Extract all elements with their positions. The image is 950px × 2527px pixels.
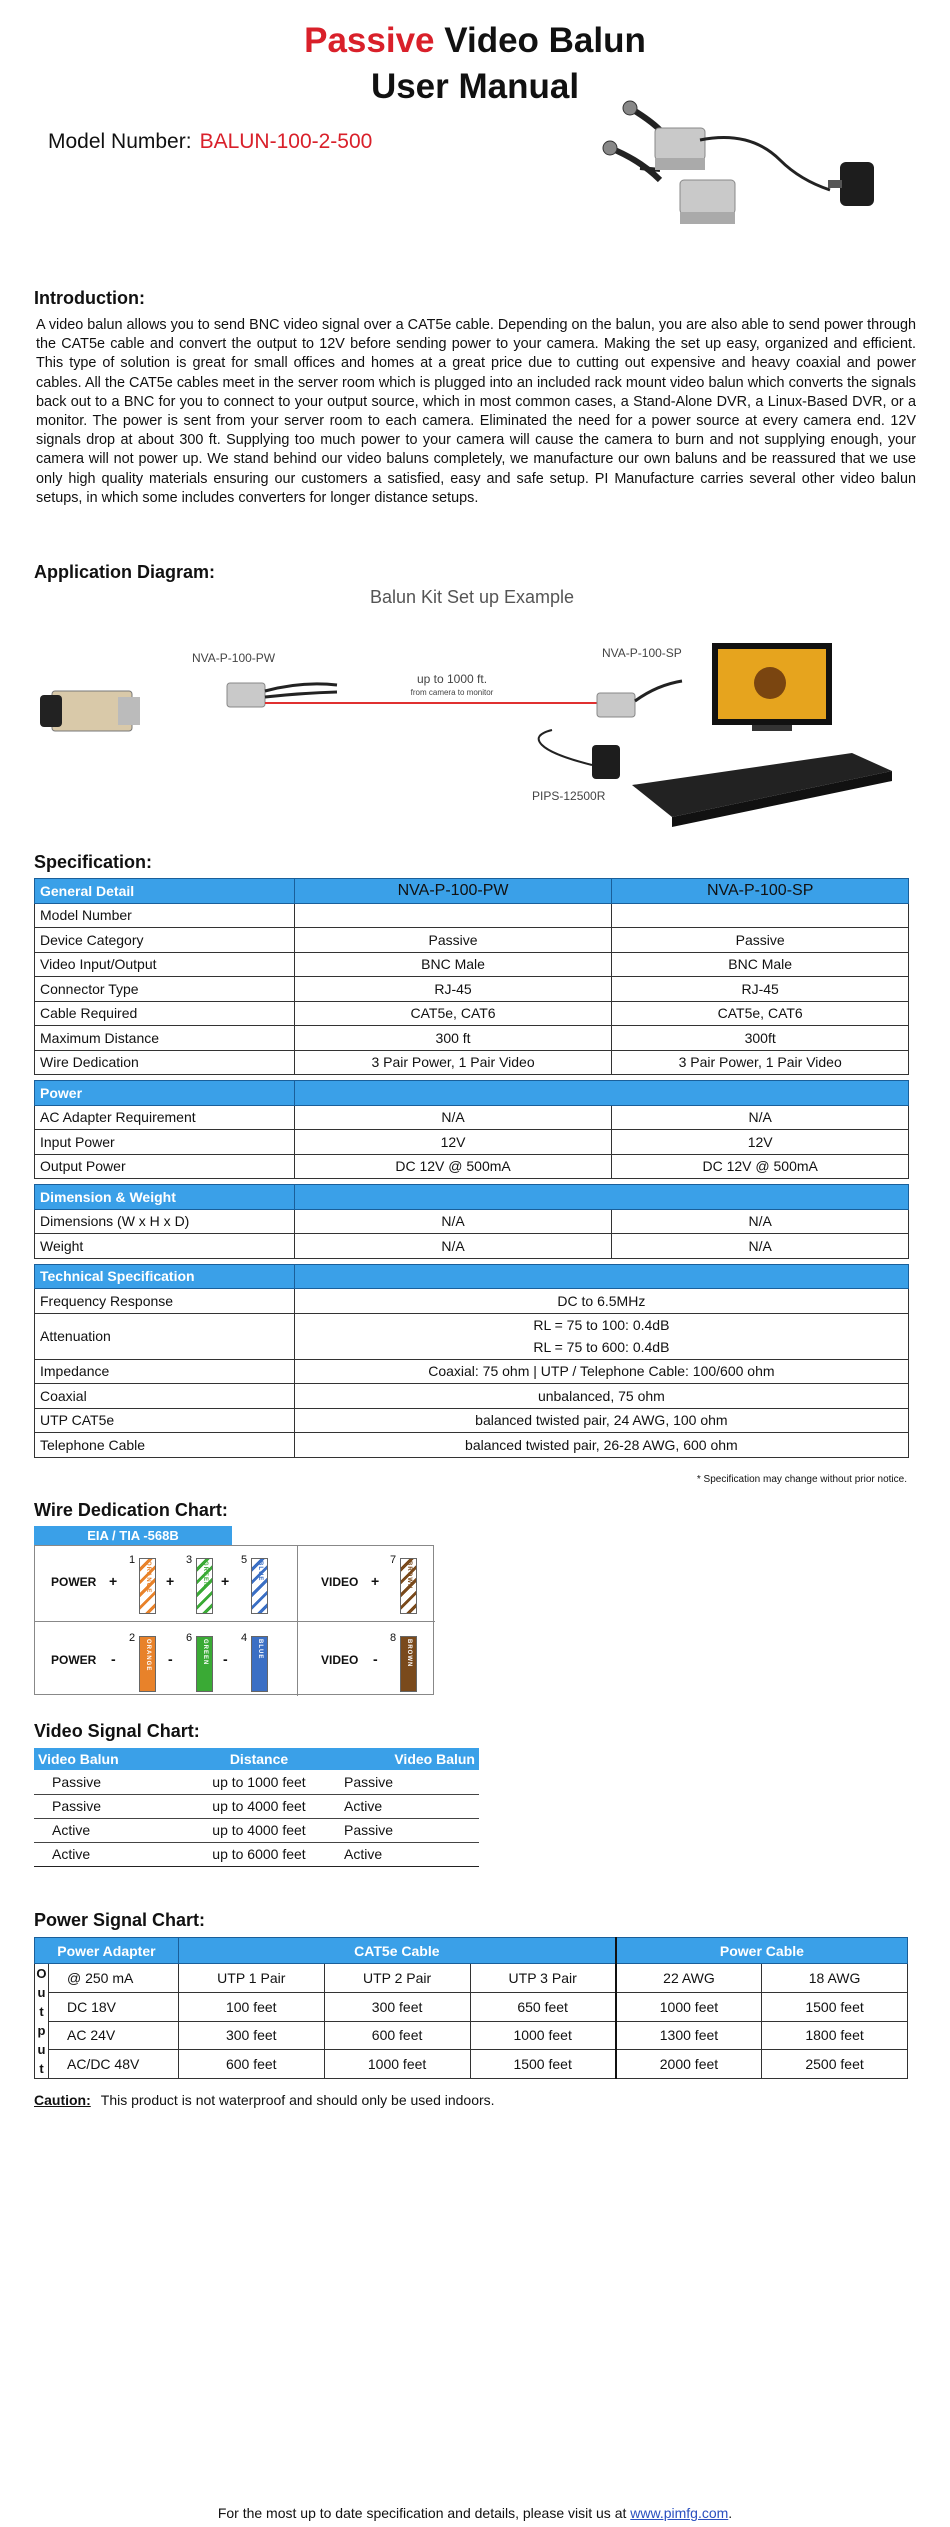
video-balun-cell: Passive: [344, 1770, 479, 1794]
label-psu: PIPS-12500R: [532, 789, 606, 803]
distance-cell: 100 feet: [178, 1992, 324, 2021]
minus-sign: -: [223, 1651, 228, 1667]
spec-row: [35, 1154, 909, 1179]
output-side-label: [35, 1964, 49, 2079]
distance-cell: 1500 feet: [470, 2050, 616, 2079]
footer-end: .: [728, 2505, 733, 2521]
plus-sign: +: [221, 1573, 230, 1589]
video-balun-cell: Passive: [34, 1794, 174, 1818]
spec-row-label: Wire Dedication: [35, 1050, 295, 1075]
spec-row: [35, 1026, 909, 1051]
spec-row-label: Input Power: [35, 1130, 295, 1155]
spec-value-pw: 3 Pair Power, 1 Pair Video: [294, 1050, 612, 1075]
spec-value-line: RL = 75 to 100: 0.4dB: [533, 1317, 670, 1333]
video-signal-row: [34, 1842, 479, 1866]
power-section-header-label: Power: [35, 1081, 295, 1106]
wire-number: 6: [186, 1632, 193, 1644]
distance-cell: 300 feet: [178, 2021, 324, 2050]
spec-value-pw: N/A: [294, 1209, 612, 1234]
camera-image: [40, 691, 140, 731]
spec-value-pw: DC 12V @ 500mA: [294, 1154, 612, 1179]
video-label-minus-row: VIDEO: [321, 1653, 359, 1667]
video-balun-cell: Active: [344, 1794, 479, 1818]
spec-row-label: Output Power: [35, 1154, 295, 1179]
power-signal-table: [34, 1937, 908, 2079]
spec-value: [294, 1433, 908, 1458]
spec-value-pw: BNC Male: [294, 952, 612, 977]
video-col-header: Video Balun: [34, 1748, 174, 1770]
spec-value: [294, 1384, 908, 1409]
wire-standard-tag: EIA / TIA -568B: [34, 1526, 232, 1545]
plus-sign: +: [166, 1573, 175, 1589]
wire-color-label: GREEN: [202, 1639, 208, 1666]
spec-value-line: balanced twisted pair, 26-28 AWG, 600 ohm: [465, 1436, 738, 1453]
distance-cell: up to 6000 feet: [174, 1842, 344, 1866]
spec-value-line: Coaxial: 75 ohm | UTP / Telephone Cable: 100/600 ohm: [428, 1363, 775, 1380]
title-video-balun: Video Balun: [444, 21, 646, 60]
distance-cell: up to 4000 feet: [174, 1794, 344, 1818]
distance-cell: up to 4000 feet: [174, 1818, 344, 1842]
spec-row: [35, 928, 909, 953]
footer: [0, 2505, 950, 2521]
wire-green: [196, 1636, 213, 1692]
spec-value-pw: Passive: [294, 928, 612, 953]
wire-orange: [139, 1636, 156, 1692]
spec-value-pw: RJ-45: [294, 977, 612, 1002]
spec-value-line: DC to 6.5MHz: [557, 1292, 646, 1309]
spec-row: [35, 1313, 909, 1359]
wire-brown: [400, 1636, 417, 1692]
spec-value-pw: [294, 903, 612, 928]
product-photo: [600, 100, 880, 230]
power-chart-heading: Power Signal Chart:: [34, 1910, 206, 1930]
distance-cell: 1000 feet: [324, 2050, 470, 2079]
spec-row-label: Frequency Response: [35, 1289, 295, 1314]
distance-cell: 2000 feet: [616, 2050, 762, 2079]
distance-cell: 1300 feet: [616, 2021, 762, 2050]
spec-row-label: UTP CAT5e: [35, 1408, 295, 1433]
spec-row: [35, 1130, 909, 1155]
spec-row: [35, 903, 909, 928]
technical-section-header: [35, 1264, 909, 1289]
spec-value: [294, 1408, 908, 1433]
footer-text: For the most up to date specification and details, please visit us at: [217, 2505, 631, 2521]
power-subheader: UTP 2 Pair: [324, 1964, 470, 1993]
label-pw: NVA-P-100-PW: [192, 651, 276, 665]
power-subheader: 18 AWG: [762, 1964, 908, 1993]
intro-heading: Introduction:: [34, 288, 145, 308]
spec-row-label: Dimensions (W x H x D): [35, 1209, 295, 1234]
output-letter: O: [36, 1966, 47, 1981]
spec-value-sp: 300ft: [612, 1026, 909, 1051]
wire-color-label: ORANGE: [145, 1561, 151, 1594]
wire-number: 5: [241, 1554, 248, 1566]
video-label-plus-row: VIDEO: [321, 1575, 359, 1589]
wire-color-label: ORANGE: [145, 1639, 151, 1672]
distance-cell: 2500 feet: [762, 2050, 908, 2079]
distance-cell: 1000 feet: [470, 2021, 616, 2050]
video-balun-cell: Passive: [344, 1818, 479, 1842]
spec-row: [35, 952, 909, 977]
balun-pw-image: [227, 683, 265, 707]
spec-row: [35, 1359, 909, 1384]
wire-color-label: BLUE: [257, 1561, 263, 1582]
distance-label: up to 1000 ft.: [416, 672, 488, 686]
power-signal-row: [35, 1992, 908, 2021]
website-link[interactable]: www.pimfg.com: [630, 2505, 729, 2521]
spec-col-header: NVA-P-100-SP: [612, 879, 909, 904]
balun-sp-image: [597, 693, 635, 717]
spec-row-label: Impedance: [35, 1359, 295, 1384]
power-adapter-cell: AC 24V: [48, 2021, 178, 2050]
plus-sign: +: [371, 1573, 380, 1589]
spec-value: [294, 1313, 908, 1359]
distance-cell: 1800 feet: [762, 2021, 908, 2050]
minus-sign: -: [168, 1651, 173, 1667]
distance-cell: 300 feet: [324, 1992, 470, 2021]
power-adapter-header: Power Adapter: [35, 1938, 179, 1964]
wire-color-label: GREEN: [202, 1561, 208, 1588]
video-balun-cell: Active: [344, 1842, 479, 1866]
wire-green-white: [196, 1558, 213, 1614]
model-value: BALUN-100-2-500: [199, 130, 373, 153]
spec-row: [35, 1289, 909, 1314]
video-balun-cell: Passive: [34, 1770, 174, 1794]
plus-sign: +: [109, 1573, 118, 1589]
power-label-minus-row: POWER: [51, 1653, 97, 1667]
spec-row: [35, 1050, 909, 1075]
wire-color-label: BROWN: [406, 1561, 412, 1590]
label-sp: NVA-P-100-SP: [602, 646, 682, 660]
distance-cell: 650 feet: [470, 1992, 616, 2021]
minus-sign: -: [373, 1651, 378, 1667]
spec-value-pw: N/A: [294, 1234, 612, 1259]
video-signal-row: [34, 1770, 479, 1794]
spec-value-sp: BNC Male: [612, 952, 909, 977]
spec-row-label: Device Category: [35, 928, 295, 953]
spec-row: [35, 1408, 909, 1433]
spec-row-label: Maximum Distance: [35, 1026, 295, 1051]
spec-value-sp: Passive: [612, 928, 909, 953]
spec-value-sp: [612, 903, 909, 928]
wire-blue: [251, 1636, 268, 1692]
spec-value-pw: N/A: [294, 1105, 612, 1130]
power-signal-row: [35, 2021, 908, 2050]
wire-heading: Wire Dedication Chart:: [34, 1500, 228, 1520]
video-col-header: Distance: [174, 1748, 344, 1770]
cat5e-cable-header: CAT5e Cable: [178, 1938, 615, 1964]
distance-cell: 1000 feet: [616, 1992, 762, 2021]
output-letter: t: [39, 2061, 44, 2076]
spec-value-sp: 12V: [612, 1130, 909, 1155]
output-letter: u: [37, 1985, 46, 2000]
spec-row-label: AC Adapter Requirement: [35, 1105, 295, 1130]
wire-number: 3: [186, 1554, 193, 1566]
power-label-plus-row: POWER: [51, 1575, 97, 1589]
spec-value-sp: 3 Pair Power, 1 Pair Video: [612, 1050, 909, 1075]
spec-row: [35, 1234, 909, 1259]
output-letter: u: [37, 2042, 46, 2057]
diagram-title: Balun Kit Set up Example: [369, 587, 575, 607]
title-passive: Passive: [304, 21, 435, 60]
spec-heading: Specification:: [34, 852, 153, 872]
power-adapter-cell: AC/DC 48V: [48, 2050, 178, 2079]
spec-value-line: RL = 75 to 600: 0.4dB: [533, 1339, 670, 1355]
spec-row: [35, 1433, 909, 1458]
wire-brown-white: [400, 1558, 417, 1614]
spec-value: [294, 1359, 908, 1384]
power-supply-image: [539, 730, 620, 779]
video-balun-cell: Active: [34, 1818, 174, 1842]
diagram-heading: Application Diagram:: [34, 562, 216, 582]
wire-color-label: BROWN: [406, 1639, 412, 1668]
wire-number: 4: [241, 1632, 248, 1644]
spec-row: [35, 1105, 909, 1130]
video-chart-heading: Video Signal Chart:: [34, 1721, 200, 1741]
power-adapter-cell: DC 18V: [48, 1992, 178, 2021]
spec-value-line: balanced twisted pair, 24 AWG, 100 ohm: [475, 1412, 728, 1429]
power-cable-header: Power Cable: [616, 1938, 908, 1964]
power-signal-row: [35, 2050, 908, 2079]
spec-row: [35, 977, 909, 1002]
wire-number: 2: [129, 1632, 136, 1644]
spec-value-sp: N/A: [612, 1234, 909, 1259]
general-detail-header-label: General Detail: [35, 879, 295, 904]
power-subheader: UTP 3 Pair: [470, 1964, 616, 1993]
dimension-section-header: [35, 1185, 909, 1210]
wire-orange-white: [139, 1558, 156, 1614]
video-balun-cell: Active: [34, 1842, 174, 1866]
spec-note: * Specification may change without prior notice.: [696, 1474, 907, 1485]
spec-value-pw: CAT5e, CAT6: [294, 1001, 612, 1026]
wire-number: 1: [129, 1554, 136, 1566]
spec-row: [35, 1001, 909, 1026]
wire-number: 8: [390, 1632, 397, 1644]
power-subheader: 22 AWG: [616, 1964, 762, 1993]
minus-sign: -: [111, 1651, 116, 1667]
spec-row: [35, 1209, 909, 1234]
output-letter: t: [39, 2004, 44, 2019]
video-col-header: Video Balun: [344, 1748, 479, 1770]
application-diagram: [32, 585, 912, 845]
spec-row-label: Video Input/Output: [35, 952, 295, 977]
power-subheader-row: [35, 1964, 908, 1993]
spec-value-sp: DC 12V @ 500mA: [612, 1154, 909, 1179]
video-signal-row: [34, 1818, 479, 1842]
technical-section-header-label: Technical Specification: [35, 1264, 295, 1289]
wire-blue-white: [251, 1558, 268, 1614]
power-subheader: UTP 1 Pair: [178, 1964, 324, 1993]
spec-col-header: NVA-P-100-PW: [294, 879, 612, 904]
caution-label: Caution:: [34, 2092, 91, 2108]
model-label: Model Number:: [48, 130, 192, 153]
monitor-image: [712, 643, 832, 731]
wire-number: 7: [390, 1554, 397, 1566]
spec-value-sp: RJ-45: [612, 977, 909, 1002]
caution-note: [34, 2092, 495, 2108]
spec-value: [294, 1289, 908, 1314]
intro-text: A video balun allows you to send BNC video signal over a CAT5e cable. Depending on the balun, you are also able to send power through the CAT5e cable and convert the output to 12V before sending power to your camera. Making the set up easy, organized and efficient. This type of solution is great for small offices and homes at a great price due to cutting out expensive and heavy coaxial and power cables. All the CAT5e cables meet in the server room which is plugged into an included rack mount video balun which converts the signals back out to a BNC for you to connect to your output source, which in most common cases, a Stand-Alone DVR, a Linux-Based DVR, or a monitor. The power is sent from your server room to each camera. Eliminated the need for a power source at every camera end. 12V signals drop at about 300 ft. Supplying too much power to your camera will cause the camera to burn and not supplying enough, your camera will not power up. We stand behind our video baluns completely, we manufacture our own baluns and be reassured that we use only high quality materials ensuring our customers a satisfied, easy and safe setup. PI Manufacture carries several other video balun setups, in which some includes converters for longer distance setups.: [36, 317, 916, 506]
spec-row-label: Attenuation: [35, 1313, 295, 1359]
output-letter: p: [37, 2023, 46, 2038]
spec-value-sp: N/A: [612, 1209, 909, 1234]
wire-color-label: BLUE: [257, 1639, 263, 1660]
spec-row-label: Cable Required: [35, 1001, 295, 1026]
power-subheader: @ 250 mA: [48, 1964, 178, 1993]
distance-cell: 1500 feet: [762, 1992, 908, 2021]
distance-sublabel: from camera to monitor: [410, 688, 494, 697]
power-section-header: [35, 1081, 909, 1106]
general-detail-header: [35, 879, 909, 904]
spec-value-sp: N/A: [612, 1105, 909, 1130]
spec-value-pw: 12V: [294, 1130, 612, 1155]
spec-row-label: Coaxial: [35, 1384, 295, 1409]
spec-row-label: Model Number: [35, 903, 295, 928]
spec-value-line: unbalanced, 75 ohm: [537, 1387, 665, 1404]
spec-row-label: Connector Type: [35, 977, 295, 1002]
spec-row-label: Weight: [35, 1234, 295, 1259]
spec-value-sp: CAT5e, CAT6: [612, 1001, 909, 1026]
dvr-image: [632, 753, 892, 827]
dimension-section-header-label: Dimension & Weight: [35, 1185, 295, 1210]
model-number: [48, 130, 372, 154]
spec-row-label: Telephone Cable: [35, 1433, 295, 1458]
specification-table: [34, 878, 909, 1458]
distance-cell: up to 1000 feet: [174, 1770, 344, 1794]
wire-dedication-chart: [34, 1545, 434, 1695]
page-title-line-2: User Manual: [370, 67, 580, 106]
video-signal-row: [34, 1794, 479, 1818]
spec-row: [35, 1384, 909, 1409]
spec-value-pw: 300 ft: [294, 1026, 612, 1051]
distance-cell: 600 feet: [324, 2021, 470, 2050]
page-title-line-1: [0, 18, 950, 64]
video-signal-table: [34, 1748, 479, 1867]
caution-text: This product is not waterproof and should only be used indoors.: [100, 2092, 495, 2108]
distance-cell: 600 feet: [178, 2050, 324, 2079]
